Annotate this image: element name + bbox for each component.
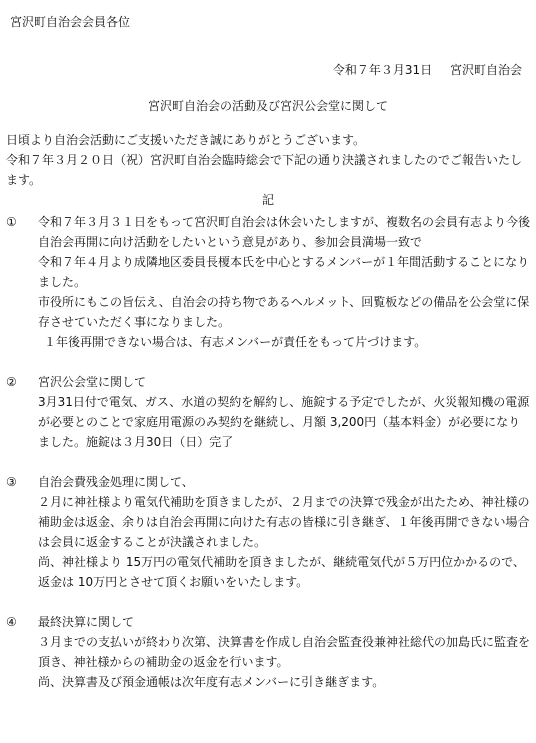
date-line xyxy=(333,60,522,80)
item-body xyxy=(38,472,530,592)
list-item xyxy=(6,472,530,592)
item-paragraph: 尚、決算書及び預金通帳は次年度有志メンバーに引き継ぎます。 xyxy=(38,675,385,689)
item-paragraph: ３月までの支払いが終わり次第、決算書を作成し自治会監査役兼神社総代の加島氏に監査を頂き、神社様からの補助金の返金を行います。 xyxy=(38,635,531,669)
list-item xyxy=(6,612,530,692)
item-body xyxy=(38,612,530,692)
item-number: ③ xyxy=(6,475,17,489)
item-paragraph: ２月に神社様より電気代補助を頂きましたが、２月までの決算で残金が出たため、神社様の補助金は返金、余りは自治会再開に向けた有志の皆様に引き継ぎ、１年後再開できない場合は会員に返金することが決議されました。 xyxy=(38,495,530,549)
item-body xyxy=(38,212,530,352)
item-paragraph: １年後再開できない場合は、有志メンバーが責任をもって片づけます。 xyxy=(44,335,427,349)
item-heading: 自治会費残金処理に関して、 xyxy=(38,475,194,489)
issue-date: 令和７年３月31日 xyxy=(332,63,433,77)
item-number: ④ xyxy=(6,615,17,629)
document-title: 宮沢町自治会の活動及び宮沢公会堂に関して xyxy=(147,99,388,113)
addressee: 宮沢町自治会会員各位 xyxy=(10,15,131,29)
item-paragraph: 尚、神社様より 15万円の電気代補助を頂きましたが、継続電気代が５万円位かかるので、返金は 10万円とさせて頂くお願いをいたします。 xyxy=(38,555,525,589)
sender-name: 宮沢町自治会 xyxy=(449,63,522,77)
items-list xyxy=(6,212,530,692)
item-paragraph: 3月31日付で電気、ガス、水道の契約を解約し、施錠する予定でしたが、火災報知機の電源が必要とのことで家庭用電源のみ契約を継続し、月額 3,200円（基本料金）が必要になりました。施錠は３月30日（日）完了 xyxy=(38,395,530,449)
item-heading: 宮沢公会堂に関して xyxy=(38,375,147,389)
ki-marker: 記 xyxy=(261,193,274,207)
item-paragraph: 市役所にもこの旨伝え、自治会の持ち物であるヘルメット、回覧板などの備品を公会堂に保存させていただく事になりました。 xyxy=(38,295,530,329)
intro-section xyxy=(6,130,528,190)
item-paragraph: 令和７年３月３１日をもって宮沢町自治会は休会いたしますが、複数名の会員有志より今後自治会再開に向け活動をしたいという意見があり、参加会員満場一致で xyxy=(38,215,531,249)
item-number: ② xyxy=(6,375,17,389)
item-number: ① xyxy=(6,215,17,229)
item-body xyxy=(38,372,530,452)
intro-paragraph: 日頃より自治会活動にご支援いただき誠にありがとうございます。 xyxy=(6,133,366,147)
list-item xyxy=(6,372,530,452)
item-paragraph: 令和７年４月より成隣地区委員長榎本氏を中心とするメンバーが１年間活動することになりました。 xyxy=(38,255,530,289)
list-item xyxy=(6,212,530,352)
item-heading: 最終決算に関して xyxy=(38,615,135,629)
intro-paragraph: 令和７年３月２０日（祝）宮沢町自治会臨時総会で下記の通り決議されましたのでご報告いたします。 xyxy=(6,153,523,187)
